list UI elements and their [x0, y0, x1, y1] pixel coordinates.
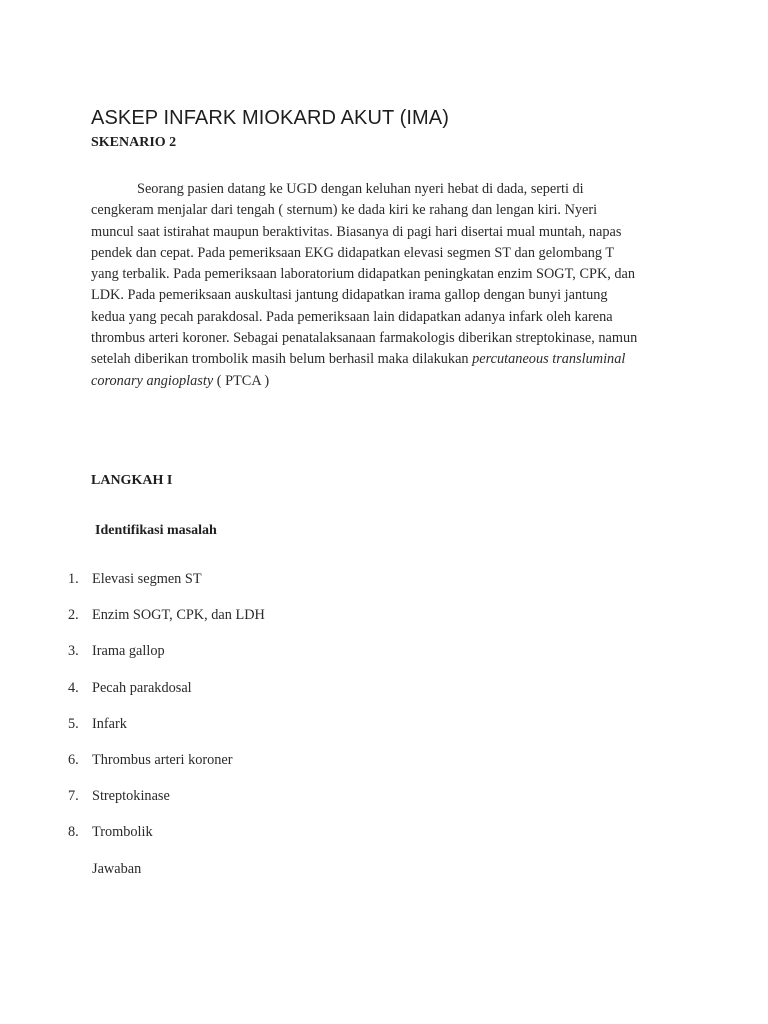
list-item-text: Trombolik — [92, 824, 153, 841]
list-item — [0, 678, 400, 714]
list-item-text: Streptokinase — [92, 788, 170, 805]
problem-list — [0, 569, 400, 859]
list-item — [0, 786, 400, 822]
scenario-text: Seorang pasien datang ke UGD dengan keluhan nyeri hebat di dada, seperti di cengkeram menjalar dari tengah ( sternum) ke dada kiri ke rahang dan lengan kiri. Nyeri muncul saat istirahat maupun beraktivitas. Biasanya di pagi hari disertai mual muntah, napas pendek dan cepat. Pada pemeriksaan EKG didapatkan elevasi segmen ST dan gelombang T yang terbalik. Pada pemeriksaan laboratorium didapatkan peningkatan enzim SOGT, CPK, dan LDK. Pada pemeriksaan auskultasi jantung didapatkan irama gallop dengan bunyi jantung kedua yang pecah parakdosal. Pada pemeriksaan lain didapatkan adanya infark oleh karena thrombus arteri koroner. Sebagai penatalaksanaan farmakologis diberikan streptokinase, namun setelah diberikan trombolik masih belum berhasil maka dilakukan — [91, 181, 638, 368]
list-item-text: Elevasi segmen ST — [92, 571, 202, 587]
scenario-text-end: ( PTCA ) — [213, 372, 270, 389]
list-number: 6. — [68, 751, 79, 768]
list-item — [0, 641, 400, 677]
step-heading: LANGKAH I — [91, 473, 173, 488]
list-item — [0, 569, 400, 605]
list-item-text: Thrombus arteri koroner — [92, 751, 233, 768]
list-number: 2. — [68, 607, 79, 624]
list-item-text: Infark — [92, 715, 127, 732]
list-number: 7. — [68, 788, 79, 805]
list-number: 5. — [68, 715, 79, 732]
list-item — [0, 714, 400, 750]
list-number: 4. — [68, 679, 79, 696]
scenario-heading: SKENARIO 2 — [91, 135, 177, 150]
list-item-text: Pecah parakdosal — [92, 679, 192, 696]
list-number: 1. — [68, 571, 79, 587]
scenario-paragraph — [91, 179, 639, 392]
scenario-italic-term: percutaneous transluminal coronary angioplasty — [91, 351, 626, 389]
list-number: 8. — [68, 824, 79, 841]
answer-label: Jawaban — [92, 861, 142, 877]
problem-identification-heading: Identifikasi masalah — [95, 523, 217, 538]
list-item-text: Enzim SOGT, CPK, dan LDH — [92, 607, 265, 624]
list-item — [0, 822, 400, 858]
list-number: 3. — [68, 643, 79, 660]
list-item-text: Irama gallop — [92, 643, 165, 660]
list-item — [0, 605, 400, 641]
list-item — [0, 750, 400, 786]
document-title: ASKEP INFARK MIOKARD AKUT (IMA) — [91, 107, 449, 129]
